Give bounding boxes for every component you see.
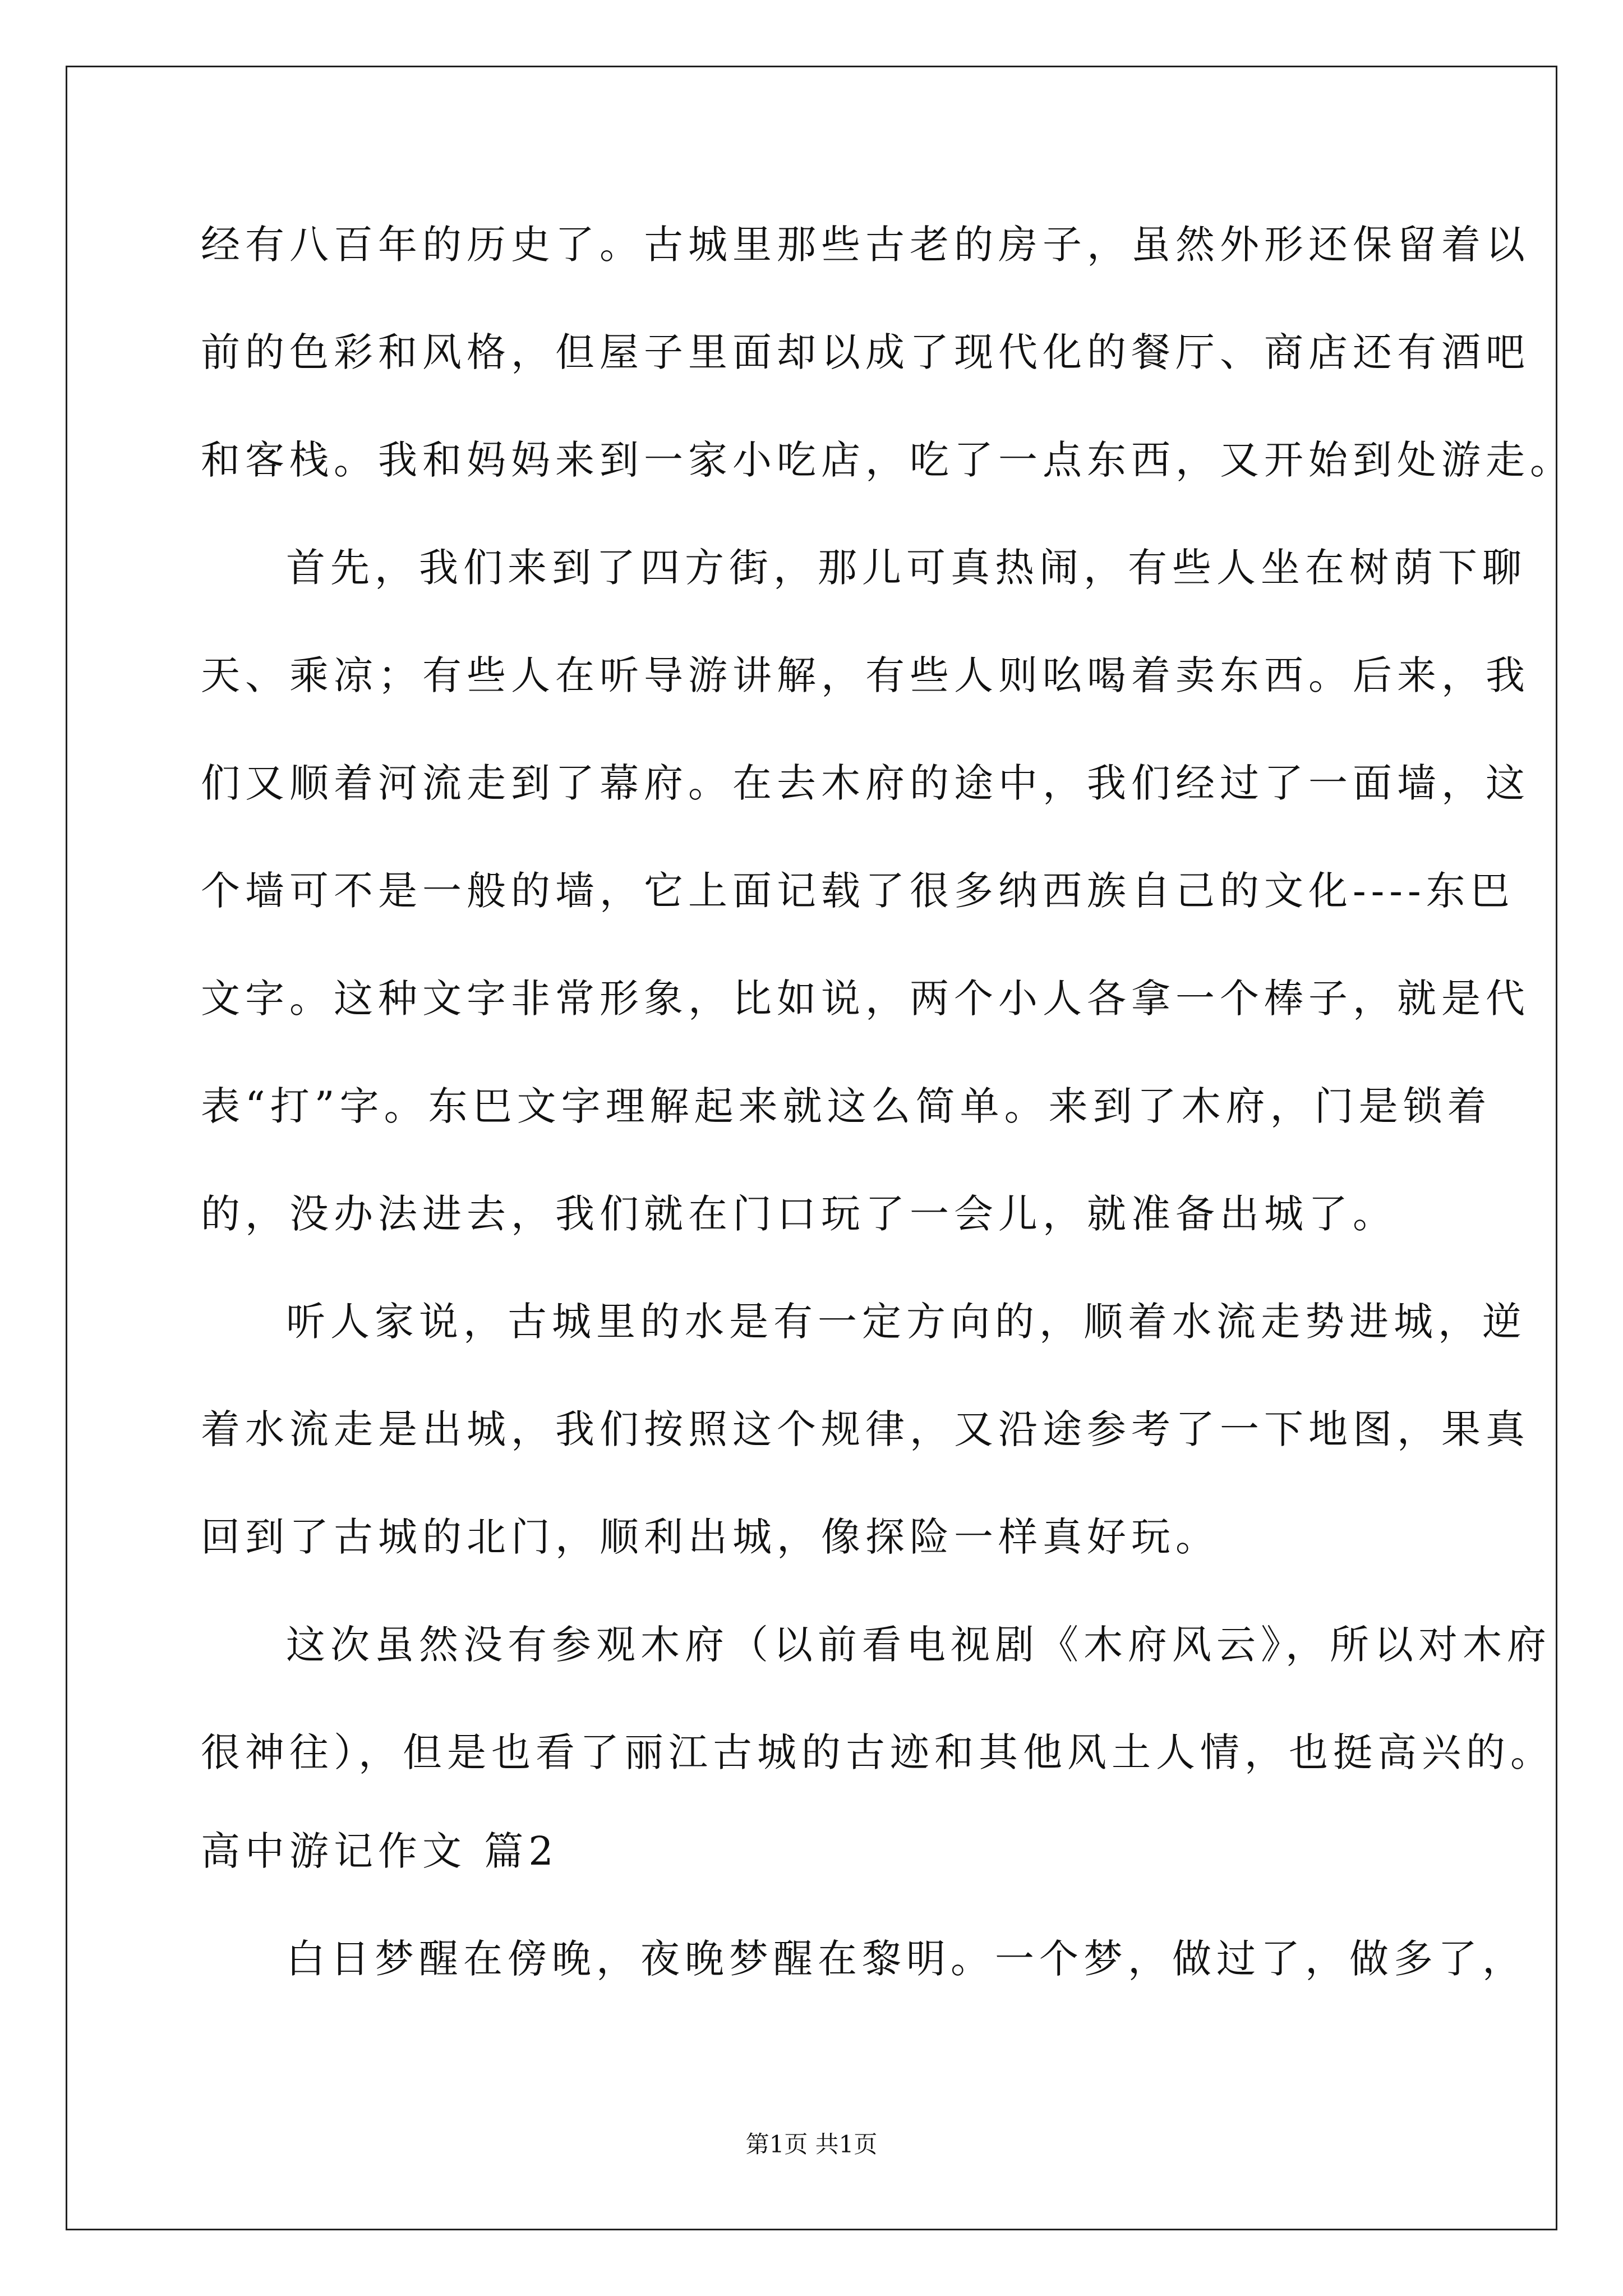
text-line: 的，没办法进去，我们就在门口玩了一会儿，就准备出城了。 — [201, 1191, 1397, 1237]
text-line: 文字。这种文字非常形象，比如说，两个小人各拿一个棒子，就是代 — [201, 976, 1530, 1022]
text-line: 回到了古城的北门，顺利出城，像探险一样真好玩。 — [201, 1514, 1220, 1560]
text-line: 前的色彩和风格，但屋子里面却以成了现代化的餐厅、商店还有酒吧 — [201, 329, 1530, 375]
paragraph-first-line: 这次虽然没有参观木府（以前看电视剧《木府风云》，所以对木府 — [286, 1622, 1551, 1668]
text-line: 个墙可不是一般的墙，它上面记载了很多纳西族自己的文化----东巴 — [201, 868, 1515, 914]
text-line: 经有八百年的历史了。古城里那些古老的房子，虽然外形还保留着以 — [201, 222, 1530, 268]
text-line: 天、乘凉；有些人在听导游讲解，有些人则吆喝着卖东西。后来，我 — [201, 652, 1530, 698]
paragraph-first-line: 听人家说，古城里的水是有一定方向的，顺着水流走势进城，逆 — [286, 1299, 1527, 1345]
paragraph-first-line: 白日梦醒在傍晚，夜晚梦醒在黎明。一个梦，做过了，做多了， — [286, 1936, 1527, 1982]
text-line: 很神往），但是也看了丽江古城的古迹和其他风土人情，也挺高兴的。 — [201, 1729, 1555, 1775]
text-line: 和客栈。我和妈妈来到一家小吃店，吃了一点东西，又开始到处游走。 — [201, 437, 1574, 483]
paragraph-first-line: 首先，我们来到了四方街，那儿可真热闹，有些人坐在树荫下聊 — [286, 545, 1527, 591]
text-line: 着水流走是出城，我们按照这个规律，又沿途参考了一下地图，果真 — [201, 1406, 1530, 1452]
page-number-footer: 第1页 共1页 — [745, 2131, 878, 2158]
page-border — [66, 66, 1557, 2230]
section-heading: 高中游记作文 篇2 — [201, 1828, 559, 1874]
text-line: 们又顺着河流走到了幕府。在去木府的途中，我们经过了一面墙，这 — [201, 760, 1530, 806]
text-line: 表“打”字。东巴文字理解起来就这么简单。来到了木府，门是锁着 — [201, 1083, 1492, 1129]
